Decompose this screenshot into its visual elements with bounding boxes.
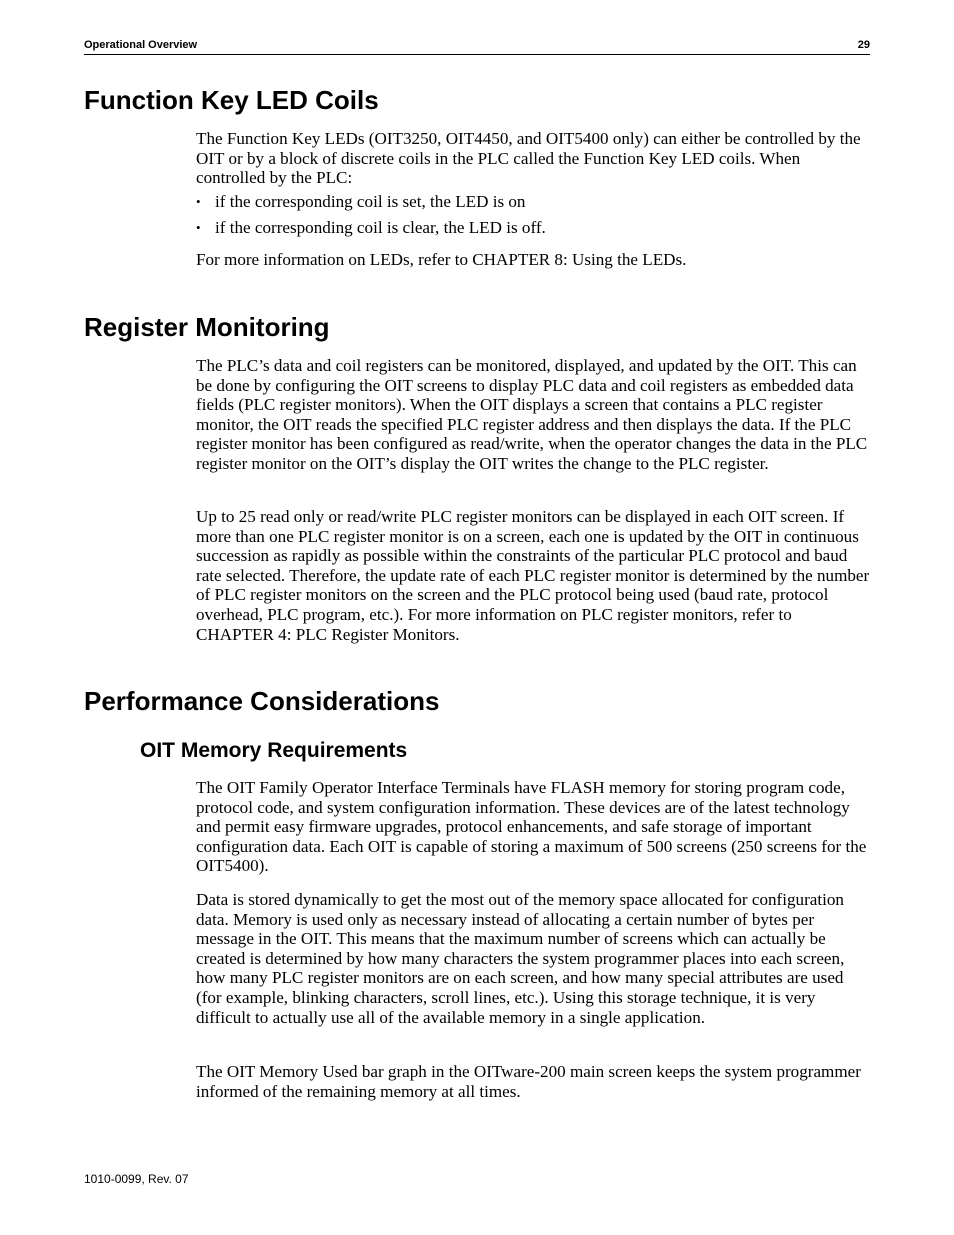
bullet-text: if the corresponding coil is clear, the LED is off. xyxy=(215,217,546,237)
heading-performance-considerations: Performance Considerations xyxy=(84,686,440,716)
heading-register-monitoring: Register Monitoring xyxy=(84,312,330,342)
header-section-title: Operational Overview xyxy=(84,39,198,51)
running-header xyxy=(84,38,870,55)
bullet-icon: • xyxy=(196,194,201,209)
footer-doc-number: 1010-0099, Rev. 07 xyxy=(84,1172,189,1186)
paragraph-memory-2: Data is stored dynamically to get the most out of the memory space allocated for configuration data. Memory is used only as necessary instead of allocating a certain number of bytes per message in the OIT. This means that the maximum number of screens which can actually be created is determined by how many characters the system programmer places into each screen, how many PLC register monitors are on each screen, and how many special attributes are used (for example, blinking characters, scroll lines, etc.). Using this storage technique, it is very difficult to actually use all of the available memory in a single application. xyxy=(196,890,845,1027)
heading-function-key-led-coils: Function Key LED Coils xyxy=(84,85,379,115)
header-page-number: 29 xyxy=(857,39,870,51)
paragraph-register-monitoring-2: Up to 25 read only or read/write PLC register monitors can be displayed in each OIT screen. If more than one PLC register monitor is on a screen, each one is updated by the OIT in continuous succession as rapidly as possible within the constraints of the particular PLC protocol and baud rate selected. Therefore, the update rate of each PLC register monitor is determined by the number of PLC register monitors on the screen and the PLC protocol being used (baud rate, protocol overhead, PLC program, etc.). For more information on PLC register monitors, refer to CHAPTER 4: PLC Register Monitors. xyxy=(196,507,870,644)
bullet-text: if the corresponding coil is set, the LED is on xyxy=(215,192,526,211)
list-item xyxy=(196,218,872,238)
list-item xyxy=(196,192,872,212)
paragraph-memory-3: The OIT Memory Used bar graph in the OITware-200 main screen keeps the system programmer informed of the remaining memory at all times. xyxy=(196,1062,861,1101)
function-key-bullet-list xyxy=(196,192,872,243)
paragraph-memory-1: The OIT Family Operator Interface Terminals have FLASH memory for storing program code, protocol code, and system configuration information. These devices are of the latest technology and permit easy firmware upgrades, protocol enhancements, and safe storage of important configuration data. Each OIT is capable of storing a maximum of 500 screens (250 screens for the OIT5400). xyxy=(196,778,867,876)
bullet-icon: • xyxy=(196,219,201,235)
paragraph-register-monitoring-1: The PLC’s data and coil registers can be monitored, displayed, and updated by the OIT. This can be done by configuring the OIT screens to display PLC data and coil registers as embedded data fields (PLC register monitors). When the OIT displays a screen that contains a PLC register monitor, the OIT reads the specified PLC register address and then displays the data. If the PLC register monitor has been configured as read/write, when the operator changes the data in the PLC register monitor on the OIT’s display the OIT writes the change to the PLC register. xyxy=(196,356,868,473)
subheading-oit-memory-requirements: OIT Memory Requirements xyxy=(140,739,408,762)
paragraph-function-key-more-info: For more information on LEDs, refer to CHAPTER 8: Using the LEDs. xyxy=(196,250,687,269)
paragraph-function-key-intro: The Function Key LEDs (OIT3250, OIT4450, and OIT5400 only) can either be controlled by the OIT or by a block of discrete coils in the PLC called the Function Key LED coils. When controlled by the PLC: xyxy=(196,129,861,188)
